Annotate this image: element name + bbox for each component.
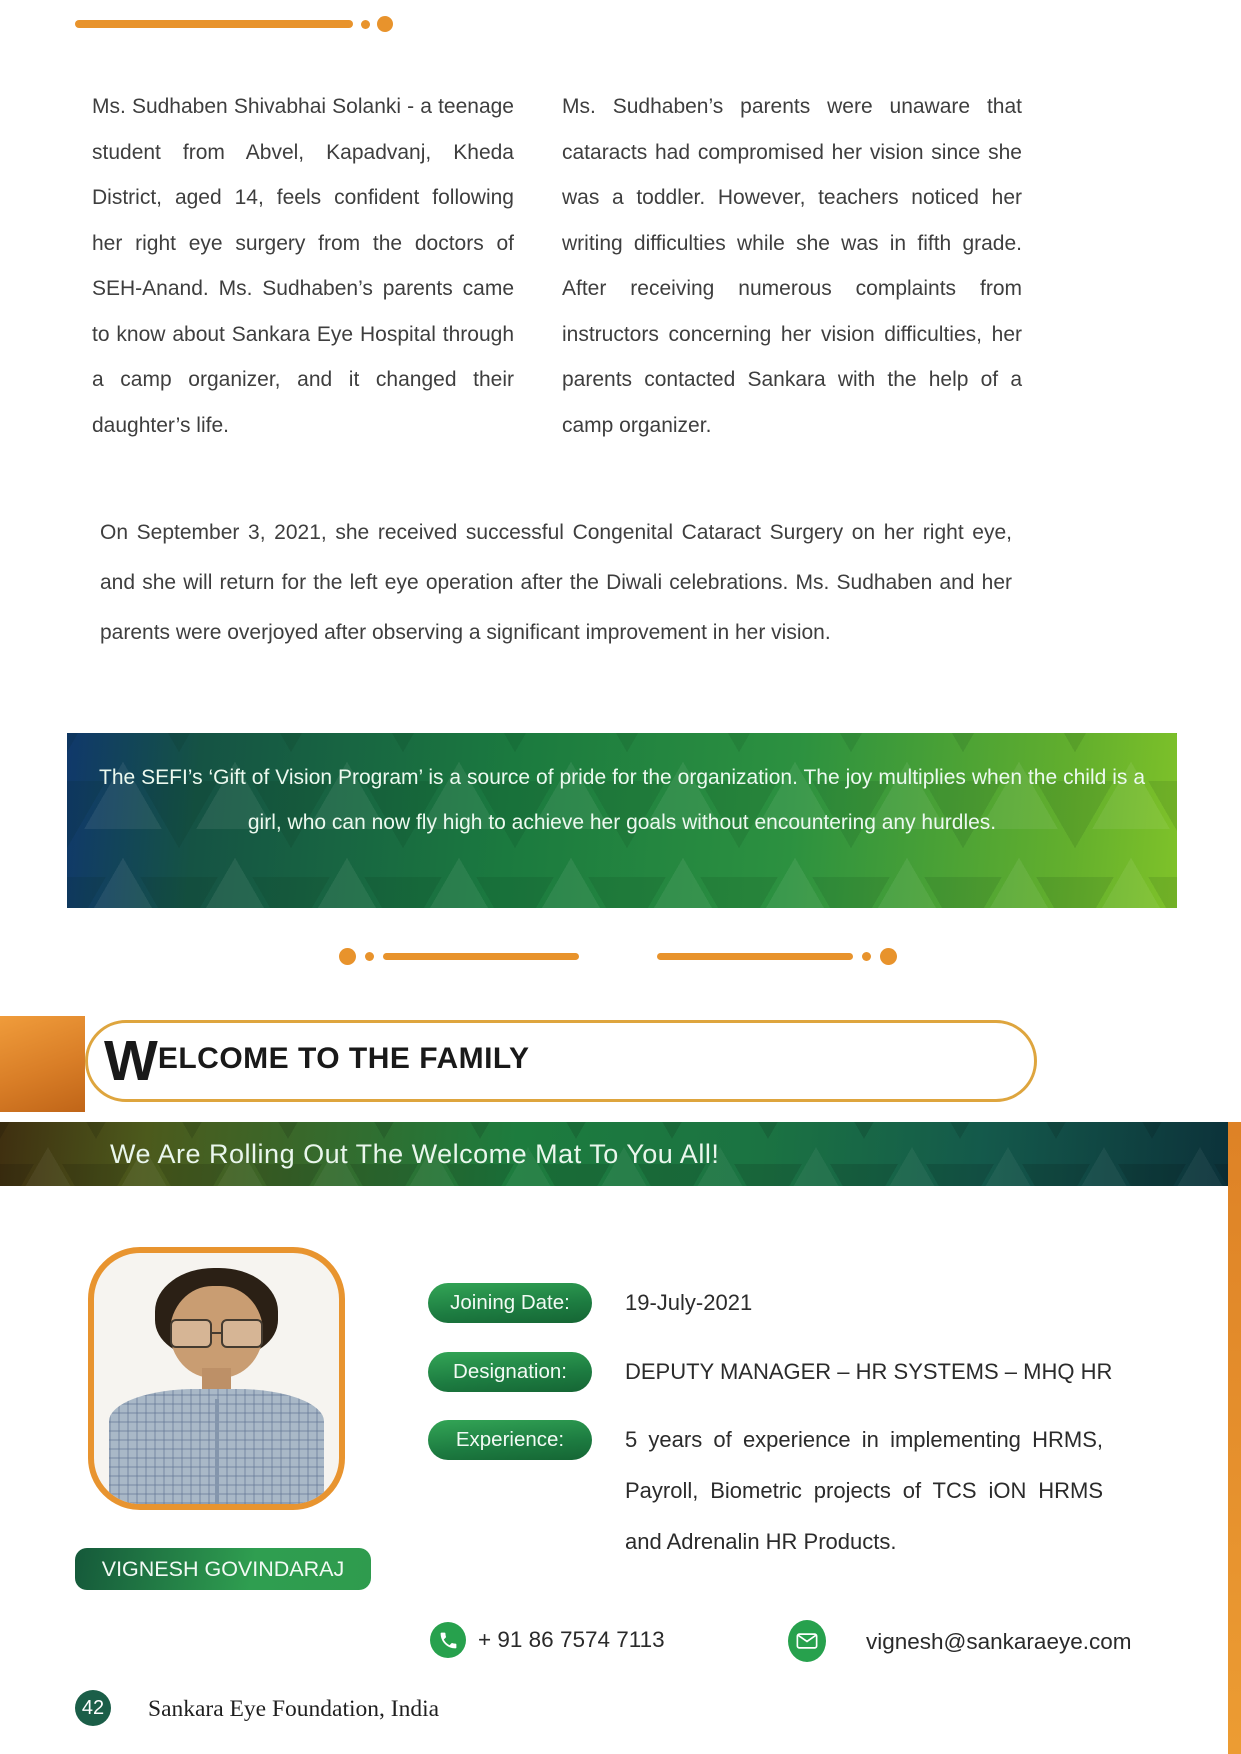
story-middle-paragraph: On September 3, 2021, she received successful Congenital Cataract Surgery on her right eye, and she will return for the left eye operation after the Diwali celebrations. Ms. Sudhaben and her parents were overjoyed after observing a significant improvement in her vision. xyxy=(100,521,1012,644)
middle-decoration-right xyxy=(657,948,897,965)
page-number-badge: 42 xyxy=(75,1690,111,1726)
designation-label: Designation: xyxy=(428,1352,592,1392)
section-title-initial: W xyxy=(104,1028,158,1093)
decorative-dot-large xyxy=(339,948,356,965)
profile-photo xyxy=(88,1247,345,1510)
decorative-dot-small xyxy=(862,952,871,961)
decorative-dot-large xyxy=(880,948,897,965)
middle-decoration-left xyxy=(339,948,579,965)
section-header xyxy=(85,1020,1037,1102)
right-edge-orange-bar xyxy=(1228,1122,1241,1754)
joining-date-value: 19-July-2021 xyxy=(625,1290,753,1315)
portrait-shirt-placket xyxy=(215,1399,219,1504)
top-decoration xyxy=(75,14,415,34)
profile-phone: + 91 86 7574 7113 xyxy=(478,1627,665,1652)
section-title-rest: ELCOME TO THE FAMILY xyxy=(157,1042,530,1075)
profile-name-badge: VIGNESH GOVINDARAJ xyxy=(75,1548,371,1590)
middle-decoration xyxy=(0,948,1241,970)
story-right-column: Ms. Sudhaben’s parents were unaware that cataracts had compromised her vision since she was a toddler. However, teachers noticed her writing difficulties while she was in fifth grade. After receiving numerous complaints from instructors concerning her vision difficulties, her parents contacted Sankara with the help of a camp organizer. xyxy=(562,95,1022,437)
decorative-line xyxy=(657,953,853,960)
story-columns xyxy=(92,84,1022,448)
welcome-strip-text: We Are Rolling Out The Welcome Mat To You All! xyxy=(110,1138,720,1169)
gift-of-vision-banner-text: The SEFI’s ‘Gift of Vision Program’ is a source of pride for the organization. The joy multiplies when the child is a girl, who can now fly high to achieve her goals without encountering any hurdles. xyxy=(99,766,1145,834)
decorative-dot-large xyxy=(377,16,393,32)
decorative-dot-small xyxy=(361,20,370,29)
section-header-orange-accent xyxy=(0,1016,85,1112)
profile-email: vignesh@sankaraeye.com xyxy=(866,1629,1132,1654)
portrait-glasses xyxy=(168,1321,266,1346)
decorative-dot-small xyxy=(365,952,374,961)
email-icon xyxy=(788,1620,826,1662)
phone-icon xyxy=(430,1622,466,1658)
gift-of-vision-banner xyxy=(67,733,1177,908)
experience-label: Experience: xyxy=(428,1420,592,1460)
story-left-column: Ms. Sudhaben Shivabhai Solanki - a teenage student from Abvel, Kapadvanj, Kheda District, aged 14, feels confident following her right eye surgery from the doctors of SEH-Anand. Ms. Sudhaben’s parents came to know about Sankara Eye Hospital through a camp organizer, and it changed their daughter’s life. xyxy=(92,95,514,437)
designation-value: DEPUTY MANAGER – HR SYSTEMS – MHQ HR xyxy=(625,1359,1113,1384)
footer-organization: Sankara Eye Foundation, India xyxy=(148,1696,440,1722)
joining-date-label: Joining Date: xyxy=(428,1283,592,1323)
experience-value: 5 years of experience in implementing HRMS, Payroll, Biometric projects of TCS iON HRMS and Adrenalin HR Products. xyxy=(625,1427,1103,1554)
decorative-line xyxy=(75,20,353,28)
welcome-strip-banner xyxy=(0,1122,1228,1186)
decorative-line xyxy=(383,953,579,960)
